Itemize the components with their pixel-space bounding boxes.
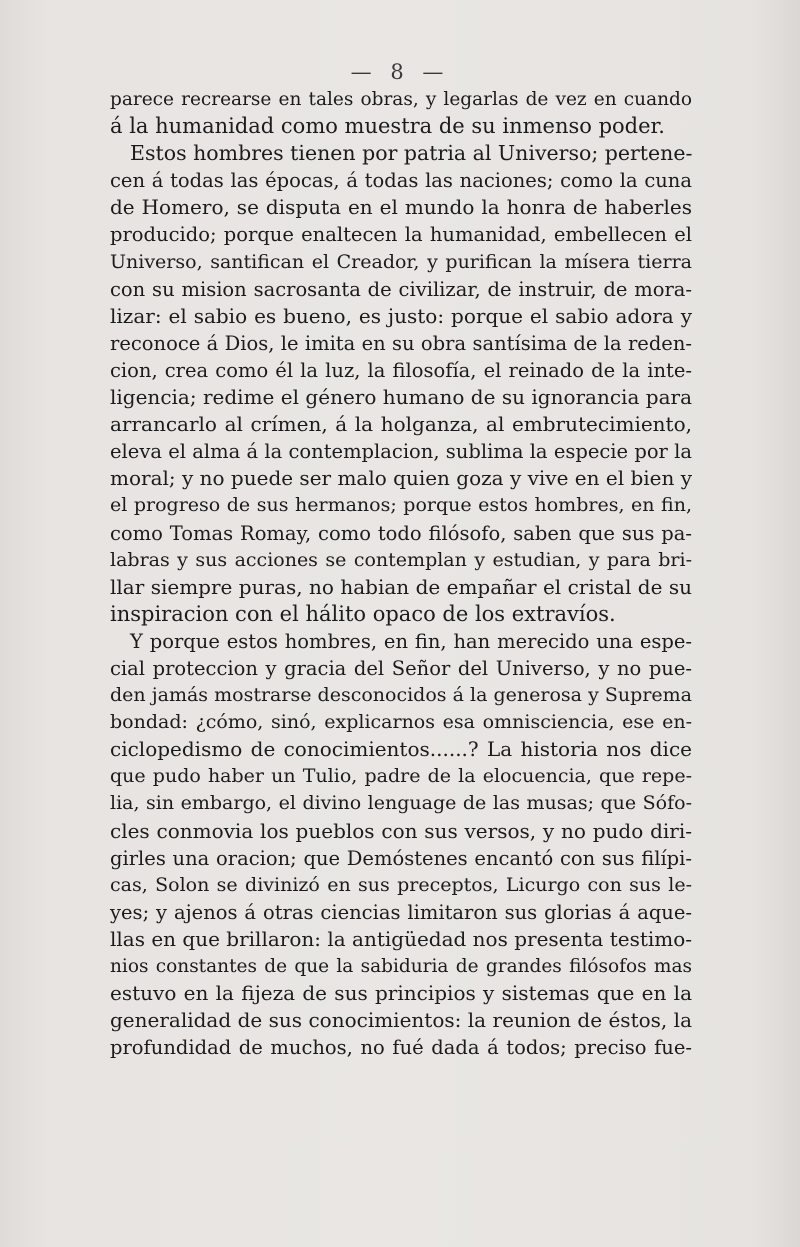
page-number: — 8 —	[350, 60, 450, 84]
text-line: que pudo haber un Tulio, padre de la elocuencia, que repe-	[110, 765, 692, 788]
text-line: el progreso de sus hermanos; porque estos hombres, en fin,	[110, 494, 692, 517]
text-line: ciclopedismo de conocimientos......? La historia nos dice	[110, 737, 692, 762]
text-line: cles conmovia los pueblos con sus versos, y no pudo diri-	[110, 818, 692, 843]
text-line: cas, Solon se divinizó en sus preceptos, Licurgo con sus le-	[110, 873, 692, 896]
text-line: girles una oracion; que Demóstenes encantó con sus filípi-	[110, 846, 692, 870]
text-line: estuvo en la fijeza de sus principios y sistemas que en la	[110, 981, 692, 1006]
text-line: den jamás mostrarse desconocidos á la generosa y Suprema	[110, 684, 692, 707]
body-text	[110, 86, 692, 1061]
text-line: Estos hombres tienen por patria al Universo; pertene-	[130, 141, 693, 166]
text-line: con su mision sacrosanta de civilizar, de instruir, de mora-	[110, 277, 692, 301]
text-line: nios constantes de que la sabiduria de grandes filósofos mas	[110, 956, 692, 977]
text-line: como Tomas Romay, como todo filósofo, saben que sus pa-	[110, 521, 692, 545]
text-line: á la humanidad como muestra de su inmenso poder.	[110, 114, 665, 139]
text-line: moral; y no puede ser malo quien goza y vive en el bien y	[110, 466, 693, 491]
text-line: generalidad de sus conocimientos: la reunion de éstos, la	[110, 1008, 692, 1033]
text-line: lia, sin embargo, el divino lenguage de las musas; que Sófo-	[110, 792, 692, 815]
text-line: Universo, santifican el Creador, y purifican la mísera tierra	[110, 250, 692, 273]
text-line: llas en que brillaron: la antigüedad nos presenta testimo-	[110, 926, 693, 951]
text-line: inspiracion con el hálito opaco de los extravíos.	[110, 601, 616, 626]
text-line: arrancarlo al crímen, á la holganza, al embrutecimiento,	[110, 412, 692, 437]
text-line: bondad: ¿cómo, sinó, explicarnos esa omnisciencia, ese en-	[110, 711, 692, 734]
text-line: lizar: el sabio es bueno, es justo: porque el sabio adora y	[110, 303, 692, 328]
text-line: ligencia; redime el género humano de su ignorancia para	[110, 385, 692, 410]
text-line: Y porque estos hombres, en fin, han merecido una espe-	[130, 629, 692, 653]
text-line: labras y sus acciones se contemplan y estudian, y para bri-	[110, 548, 692, 571]
text-line: de Homero, se disputa en el mundo la honra de haberles	[110, 195, 692, 220]
text-line: llar siempre puras, no habian de empañar el cristal de su	[110, 574, 692, 599]
text-line: parece recrearse en tales obras, y legarlas de vez en cuando	[110, 89, 692, 110]
text-line: producido; porque enaltecen la humanidad, embellecen el	[110, 223, 692, 247]
text-line: cial proteccion y gracia del Señor del Universo, y no pue-	[110, 656, 692, 680]
text-line: eleva el alma á la contemplacion, sublima la especie por la	[110, 440, 692, 464]
text-line: cen á todas las épocas, á todas las naciones; como la cuna	[110, 169, 692, 193]
text-line: profundidad de muchos, no fué dada á todos; preciso fue-	[110, 1036, 692, 1060]
text-line: cion, crea como él la luz, la filosofía, el reinado de la inte-	[110, 358, 692, 382]
text-line: reconoce á Dios, le imita en su obra santísima de la reden-	[110, 331, 692, 355]
text-line: yes; y ajenos á otras ciencias limitaron sus glorias á aque-	[110, 900, 692, 924]
